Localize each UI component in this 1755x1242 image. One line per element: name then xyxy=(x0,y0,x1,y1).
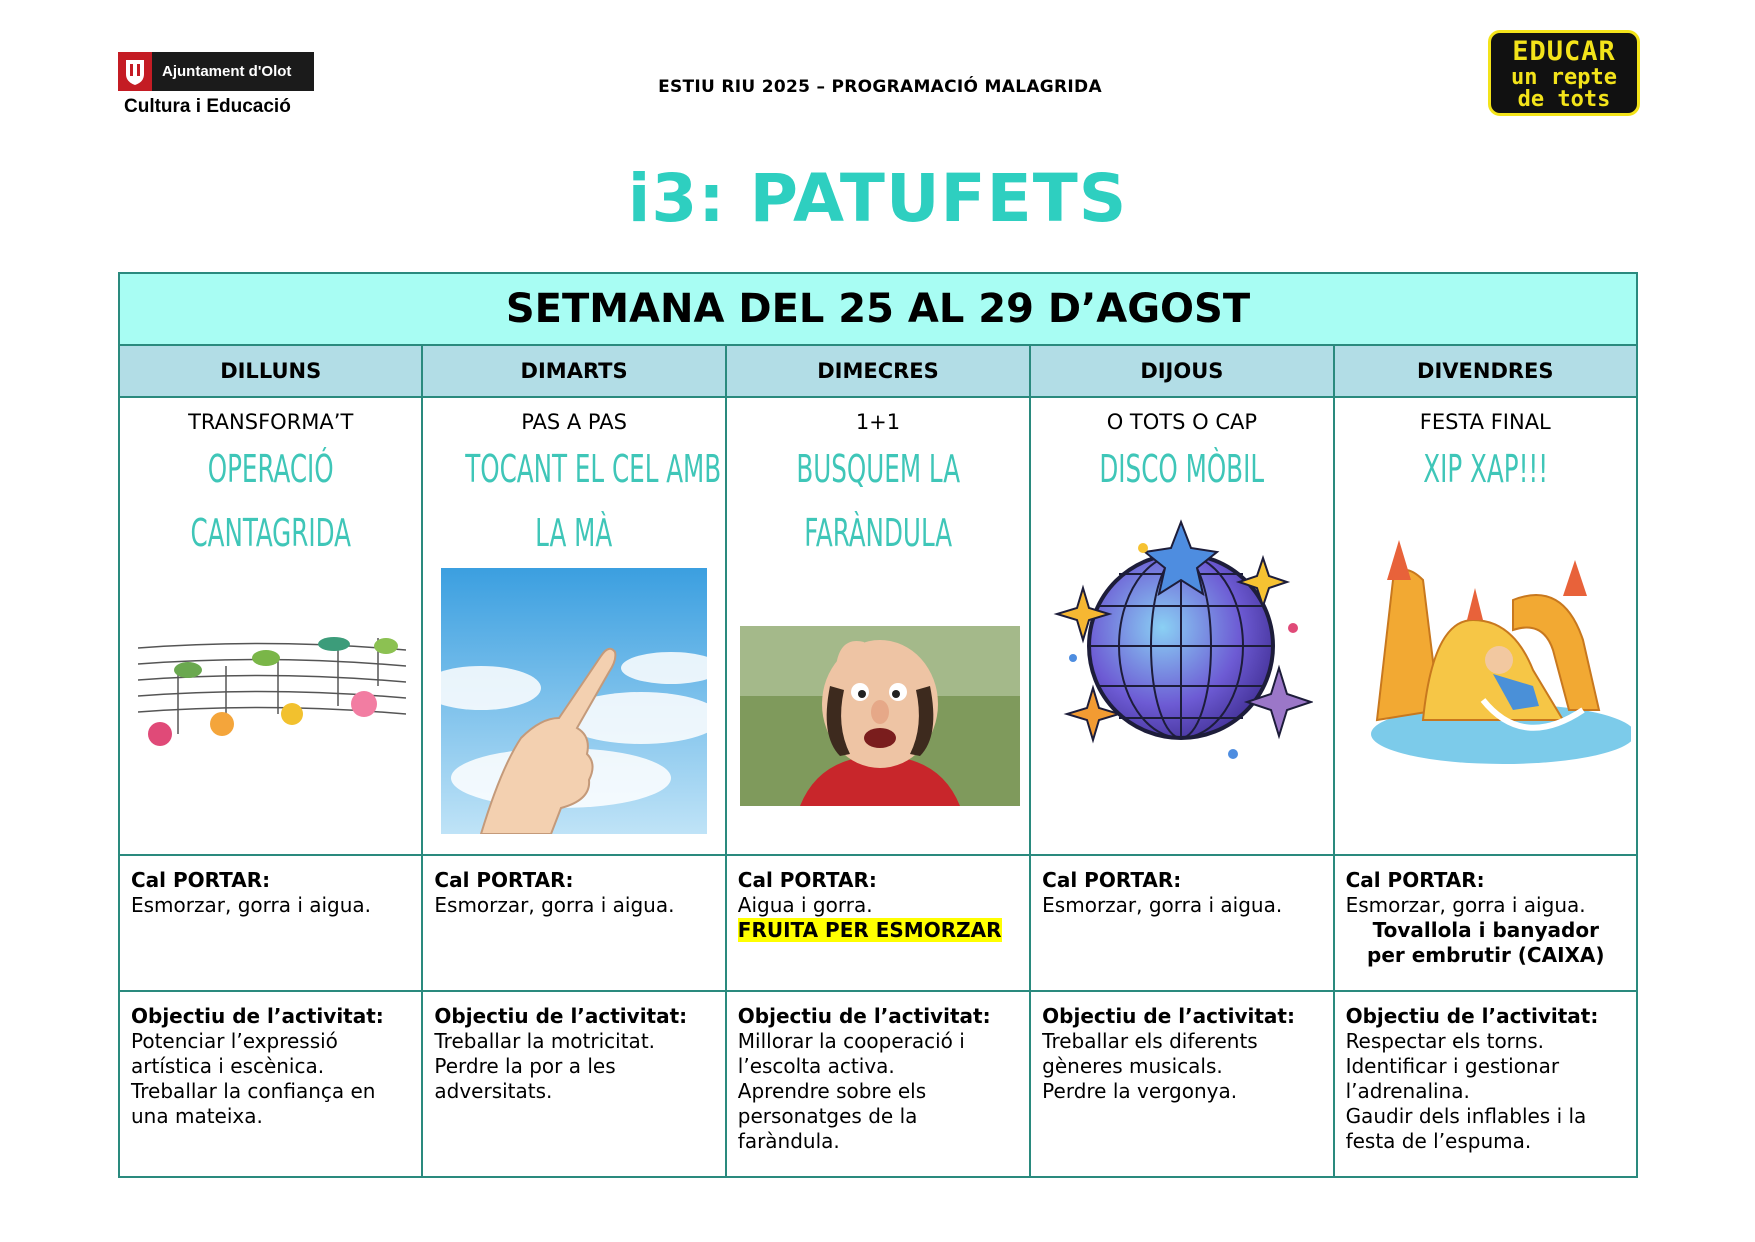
objective-text: Treballar la confiança en xyxy=(131,1079,376,1103)
music-notes-flowers-icon xyxy=(138,626,406,760)
day-header: DIMECRES xyxy=(726,345,1030,397)
bring-label: Cal PORTAR: xyxy=(737,868,877,892)
badge-line-3: de tots xyxy=(1517,87,1611,112)
ajuntament-logo xyxy=(118,52,314,118)
day-header: DIVENDRES xyxy=(1334,345,1637,397)
activity-title-line: CANTAGRIDA xyxy=(190,511,351,555)
objective-text: personatges de la xyxy=(737,1104,918,1128)
org-name: Ajuntament d'Olot xyxy=(162,63,292,80)
objective-text: festa de l’espuma. xyxy=(1345,1129,1532,1153)
bring-text: Esmorzar, gorra i aigua. xyxy=(1345,893,1586,917)
day-header: DIJOUS xyxy=(1030,345,1333,397)
disco-ball-icon xyxy=(1053,518,1313,772)
day-header: DILLUNS xyxy=(119,345,422,397)
objective-label: Objectiu de l’activitat: xyxy=(1345,1004,1599,1028)
objective-text: Treballar la motricitat. xyxy=(434,1029,656,1053)
bring-bold-text: Tovallola i banyador xyxy=(1372,918,1599,942)
educar-badge-logo xyxy=(1488,30,1640,116)
objective-text: Perdre la por a les xyxy=(434,1054,616,1078)
bring-cell xyxy=(119,855,422,991)
bring-text: Esmorzar, gorra i aigua. xyxy=(434,893,675,917)
objective-cell xyxy=(1030,991,1333,1177)
objective-text: Perdre la vergonya. xyxy=(1042,1079,1238,1103)
activity-title-line: BUSQUEM LA xyxy=(796,447,960,491)
activity-cell xyxy=(1030,397,1333,855)
badge-line-2: un repte xyxy=(1511,65,1617,90)
activity-cell xyxy=(422,397,725,855)
bring-label: Cal PORTAR: xyxy=(434,868,574,892)
objective-row xyxy=(119,991,1637,1177)
activity-tagline: O TOTS O CAP xyxy=(1106,410,1258,434)
objective-text: una mateixa. xyxy=(131,1104,263,1128)
week-title: SETMANA DEL 25 AL 29 D’AGOST xyxy=(119,273,1637,345)
objective-label: Objectiu de l’activitat: xyxy=(131,1004,384,1028)
org-department: Cultura i Educació xyxy=(124,96,291,117)
activity-cell xyxy=(1334,397,1637,855)
bring-highlight: FRUITA PER ESMORZAR xyxy=(737,918,1002,942)
city-crest-icon xyxy=(118,52,152,91)
day-header-row xyxy=(119,345,1637,397)
objective-text: faràndula. xyxy=(737,1129,840,1153)
badge-line-1: EDUCAR xyxy=(1512,36,1616,67)
bring-cell xyxy=(726,855,1030,991)
objective-text: Treballar els diferents xyxy=(1042,1029,1258,1053)
giant-figure-icon xyxy=(740,626,1020,810)
objective-text: adversitats. xyxy=(434,1079,553,1103)
document-header: ESTIU RIU 2025 – PROGRAMACIÓ MALAGRIDA xyxy=(658,77,1102,97)
activity-cell xyxy=(119,397,422,855)
activity-tagline: FESTA FINAL xyxy=(1419,410,1551,434)
activity-title-line: DISCO MÒBIL xyxy=(1099,447,1265,491)
objective-cell xyxy=(422,991,725,1177)
objective-text: Respectar els torns. xyxy=(1345,1029,1544,1053)
bring-label: Cal PORTAR: xyxy=(1042,868,1182,892)
day-header: DIMARTS xyxy=(422,345,725,397)
activity-title-line: FARÀNDULA xyxy=(804,511,952,555)
objective-cell xyxy=(726,991,1030,1177)
objective-label: Objectiu de l’activitat: xyxy=(1042,1004,1295,1028)
activity-tagline: PAS A PAS xyxy=(521,410,627,434)
activity-title-line: OPERACIÓ xyxy=(207,447,334,491)
bring-label: Cal PORTAR: xyxy=(1345,868,1485,892)
objective-cell xyxy=(119,991,422,1177)
bring-label: Cal PORTAR: xyxy=(131,868,271,892)
objective-text: l’adrenalina. xyxy=(1345,1079,1470,1103)
bring-text: Esmorzar, gorra i aigua. xyxy=(1042,893,1283,917)
bring-cell xyxy=(422,855,725,991)
objective-text: Gaudir dels inflables i la xyxy=(1345,1104,1587,1128)
objective-text: Potenciar l’expressió xyxy=(131,1029,338,1053)
hand-pointing-sky-icon xyxy=(441,568,707,838)
week-schedule-table xyxy=(118,272,1638,1178)
objective-text: Aprendre sobre els xyxy=(737,1079,927,1103)
bring-text: Esmorzar, gorra i aigua. xyxy=(131,893,372,917)
activity-title-line: TOCANT EL CEL AMB xyxy=(465,447,722,491)
objective-text: Millorar la cooperació i xyxy=(737,1029,965,1053)
group-title: i3: PATUFETS xyxy=(627,160,1128,237)
activity-title-line: LA MÀ xyxy=(535,511,613,555)
objective-label: Objectiu de l’activitat: xyxy=(737,1004,991,1028)
bring-cell xyxy=(1334,855,1637,991)
bring-text: Aigua i gorra. xyxy=(737,893,873,917)
objective-text: gèneres musicals. xyxy=(1042,1054,1223,1078)
activity-tagline: 1+1 xyxy=(855,410,901,434)
activity-row xyxy=(119,397,1637,855)
bring-cell xyxy=(1030,855,1333,991)
activity-tagline: TRANSFORMA’T xyxy=(188,410,354,434)
objective-label: Objectiu de l’activitat: xyxy=(434,1004,688,1028)
objective-text: l’escolta activa. xyxy=(737,1054,895,1078)
bring-bold-text: per embrutir (CAIXA) xyxy=(1367,943,1605,967)
activity-cell xyxy=(726,397,1030,855)
objective-cell xyxy=(1334,991,1637,1177)
objective-text: artística i escènica. xyxy=(131,1054,325,1078)
bring-row xyxy=(119,855,1637,991)
objective-text: Identificar i gestionar xyxy=(1345,1054,1560,1078)
activity-title-line: XIP XAP!!! xyxy=(1422,447,1548,491)
water-slide-icon xyxy=(1363,510,1631,774)
